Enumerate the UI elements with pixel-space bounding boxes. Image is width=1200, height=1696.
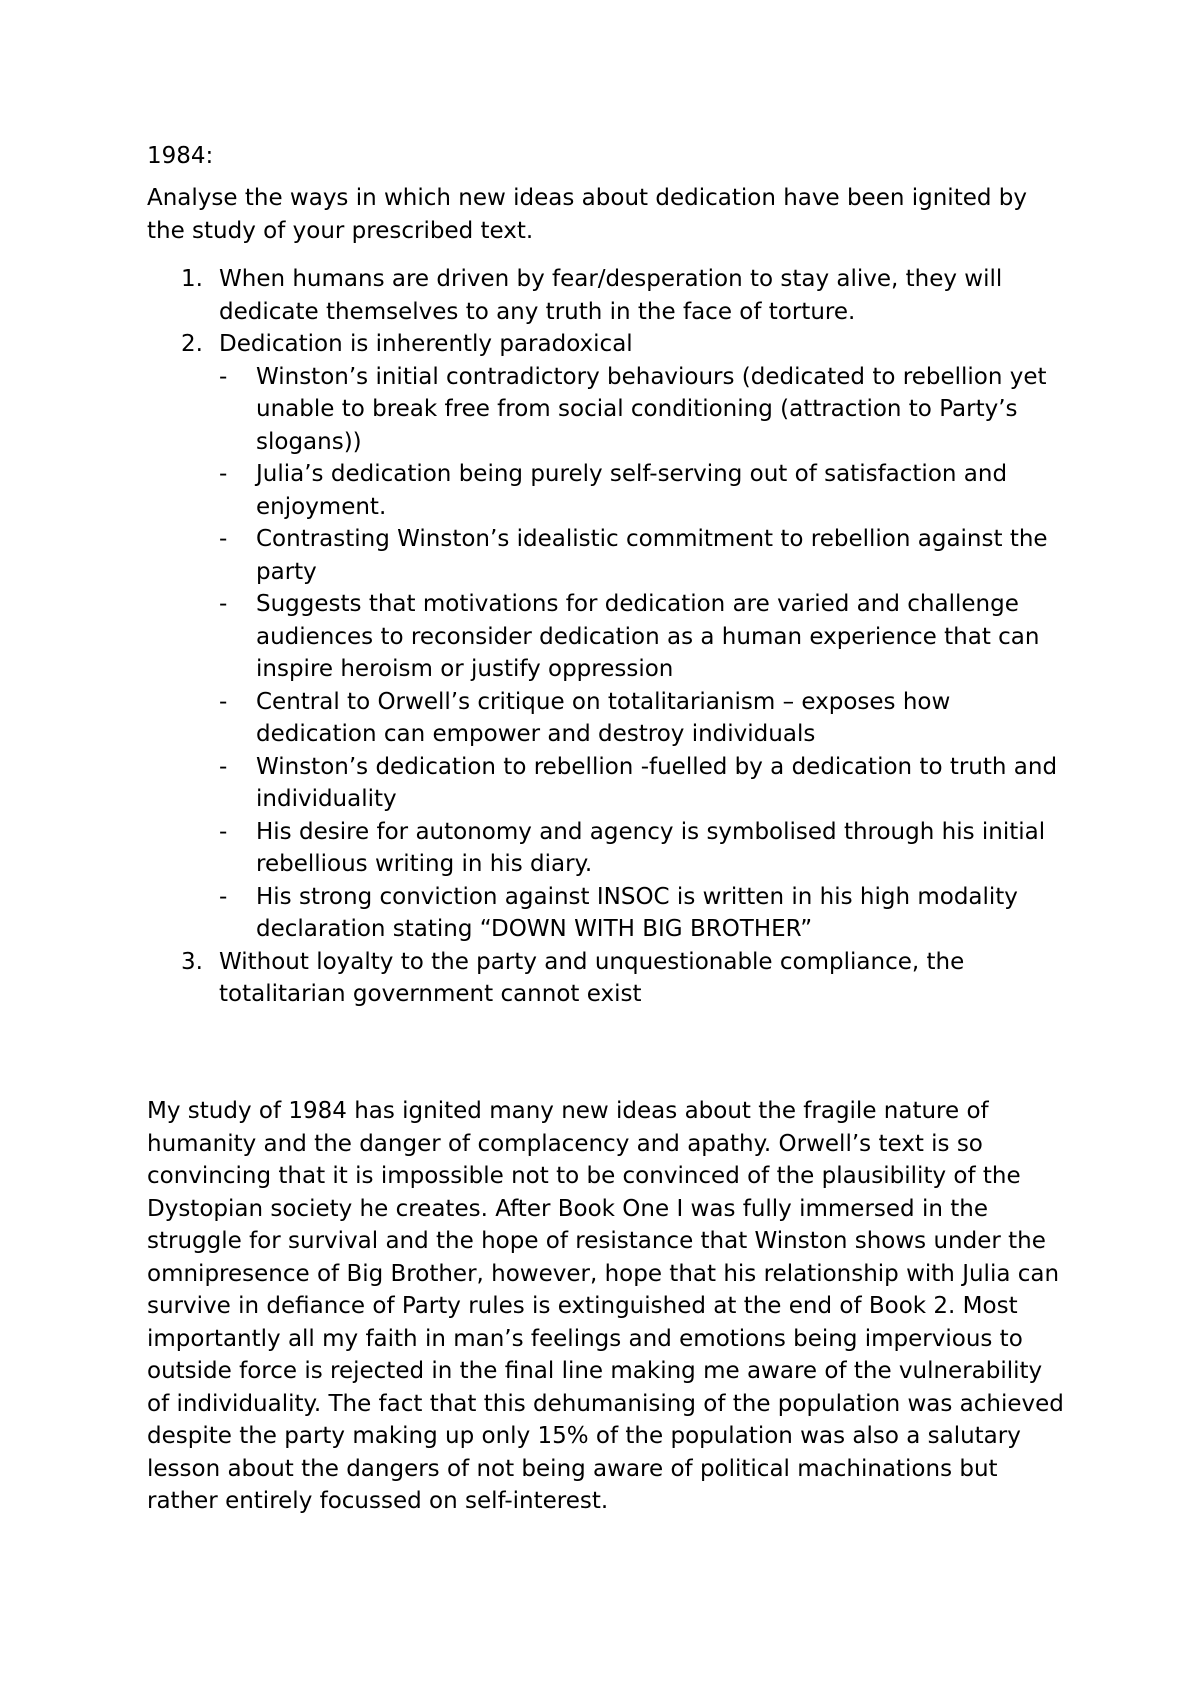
- list-number: 2.: [181, 331, 203, 357]
- dash-bullet: -: [219, 526, 228, 552]
- sublist-item: [219, 686, 1067, 751]
- document-heading: 1984:: [147, 143, 214, 169]
- sublist-item-text: Winston’s dedication to rebellion -fuelled by a dedication to truth and individuality: [256, 753, 1058, 812]
- sublist-item: [219, 458, 1067, 523]
- list-item-text: When humans are driven by fear/desperation to stay alive, they will dedicate themselves to any truth in the face of torture.: [219, 266, 1003, 325]
- dash-bullet: -: [219, 591, 228, 617]
- list-number: 3.: [181, 948, 203, 975]
- dash-bullet: -: [219, 363, 228, 390]
- dash-bullet: -: [219, 818, 228, 845]
- dash-bullet: -: [219, 688, 228, 715]
- sublist-item-text: Suggests that motivations for dedication are varied and challenge audiences to reconsider dedication as a human experience that can inspire heroism or justify oppression: [256, 591, 1040, 682]
- essay-paragraph: My study of 1984 has ignited many new ideas about the fragile nature of humanity and the danger of complacency and apathy. Orwell’s text is so convincing that it is impossible not to be convinced of the plausibility of the Dystopian society he creates. After Book One I was fully immersed in the struggle for survival and the hope of resistance that Winston shows under the omnipresence of Big Brother, however, hope that his relationship with Julia can survive in defiance of Party rules is extinguished at the end of Book 2. Most importantly all my faith in man’s feelings and emotions being impervious to outside force is rejected in the final line making me aware of the vulnerability of individuality. The fact that this dehumanising of the population was achieved despite the party making up only 15% of the population was also a salutary lesson about the dangers of not being aware of political machinations but rather entirely focussed on self-interest.: [147, 1098, 1064, 1514]
- document-body: [147, 140, 1067, 1514]
- list-item-text: Without loyalty to the party and unquestionable compliance, the totalitarian government cannot exist: [219, 948, 965, 1007]
- sublist-item-text: His desire for autonomy and agency is symbolised through his initial rebellious writing in his diary.: [256, 818, 1046, 877]
- list-item: [147, 946, 1067, 1011]
- sublist-item-text: Julia’s dedication being purely self-serving out of satisfaction and enjoyment.: [256, 461, 1008, 520]
- sublist-item: [219, 523, 1067, 588]
- sublist-item-text: Central to Orwell’s critique on totalitarianism – exposes how dedication can empower and destroy individuals: [256, 688, 951, 747]
- essay-question: Analyse the ways in which new ideas about dedication have been ignited by the study of your prescribed text.: [147, 185, 1027, 244]
- list-item: [147, 328, 1067, 946]
- sublist-item: [219, 751, 1067, 816]
- sublist-item-text: His strong conviction against INSOC is written in his high modality declaration stating “DOWN WITH BIG BROTHER”: [256, 883, 1018, 942]
- dash-bullet: -: [219, 883, 228, 910]
- sublist-item-text: Winston’s initial contradictory behaviours (dedicated to rebellion yet unable to break free from social conditioning (attraction to Party’s slogans)): [256, 363, 1047, 455]
- dash-bullet: -: [219, 461, 228, 487]
- list-item-text: Dedication is inherently paradoxical: [219, 331, 633, 357]
- sublist-item: [219, 816, 1067, 881]
- dash-bullet: -: [219, 753, 228, 780]
- numbered-list: [147, 263, 1067, 1011]
- sublist-item-text: Contrasting Winston’s idealistic commitment to rebellion against the party: [256, 526, 1048, 585]
- sublist-item: [219, 881, 1067, 946]
- sublist-item: [219, 361, 1067, 459]
- list-item: [147, 263, 1067, 328]
- sublist-item: [219, 588, 1067, 686]
- dash-sublist: [219, 361, 1067, 946]
- list-number: 1.: [181, 266, 203, 292]
